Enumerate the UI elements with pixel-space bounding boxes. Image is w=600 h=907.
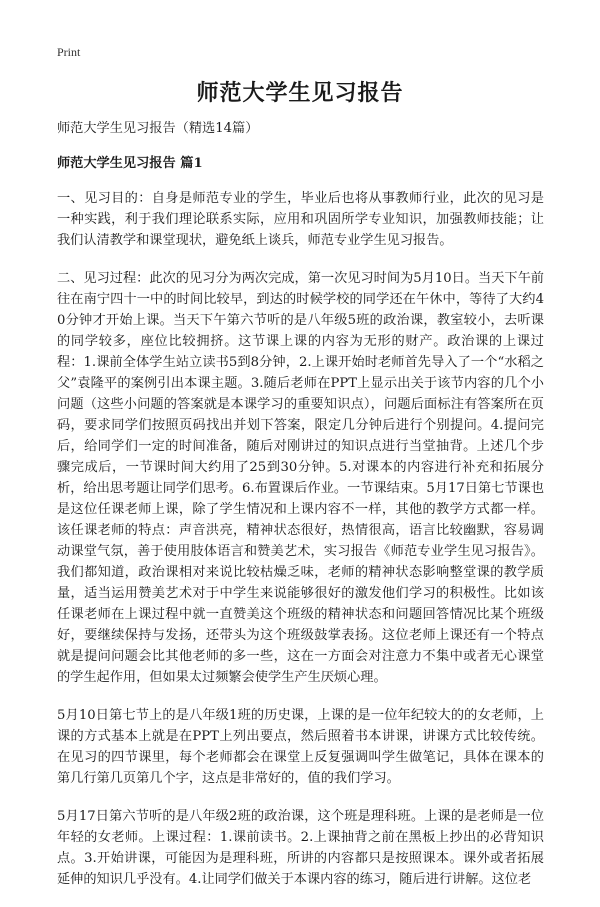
document-subtitle: 师范大学生见习报告（精选14篇） <box>57 121 259 136</box>
section-heading: 师范大学生见习报告 篇1 <box>57 156 203 171</box>
paragraph-2: 二、见习过程：此次的见习分为两次完成，第一次见习时间为5月10日。当天下午前往在南宁四十一中的时间比较早，到达的时候学校的同学还在午休中，等待了大约40分钟才开始上课。当天下午第六节听的是八年级5班的政治课，教室较小，去听课的同学较多，座位比较拥挤。这节课上课的内容为无形的财产。政治课的上课过程：1.课前全体学生站立读书5到8分钟，2.上课开始时老师首先导入了一个“水稻之父”袁隆平的案例引出本课主题。3.随后老师在PPT上显示出关于该节内容的几个小问题（这些小问题的答案就是本课学习的重要知识点），问题后面标注有答案所在页码，要求同学们按照页码找出并划下答案，限定几分钟后进行个别提问。4.提问完后，给同学们一定的时间准备，随后对刚讲过的知识点进行当堂抽背。上述几个步骤完成后，一节课时间大约用了25到30分钟。5.对课本的内容进行补充和拓展分析，给出思考题让同学们思考。6.布置课后作业。一节课结束。5月17日第七节课也是这位任课老师上课，除了学生情况和上课内容不一样，其他的教学方式都一样。该任课老师的特点：声音洪亮，精神状态很好，热情很高，语言比较幽默，容易调动课堂气氛，善于使用肢体语言和赞美艺术，实习报告《师范专业学生见习报告》。我们都知道，政治课相对来说比较枯燥乏味，老师的精神状态影响整堂课的教学质量，适当运用赞美艺术对于中学生来说能够很好的激发他们学习的积极性。比如该任课老师在上课过程中就一直赞美这个班级的精神状态和问题回答情况比某个班级好，要继续保持与发扬，还带头为这个班级鼓掌表扬。这位老师上课还有一个特点就是提问问题会比其他老师的多一些，这在一方面会对注意力不集中或者无心课堂的学生起作用，但如果太过频繁会使学生产生厌烦心理。 <box>57 271 544 685</box>
paragraph-1: 一、见习目的：自身是师范专业的学生，毕业后也将从事教师行业，此次的见习是一种实践，利于我们理论联系实际，应用和巩固所学专业知识，加强教师技能；让我们认清教学和课堂现状，避免纸上谈兵，师范专业学生见习报告。 <box>57 191 544 248</box>
document-title: 师范大学生见习报告 <box>196 81 404 106</box>
paragraph-4: 5月17日第六节听的是八年级2班的政治课，这个班是理科班。上课的是老师是一位年轻的女老师。上课过程：1.课前读书。2.上课抽背之前在黑板上抄出的必背知识点。3.开始讲课，可能因为是理科班，所讲的内容都只是按照课本。课外或者拓展延伸的知识几乎没有。4.让同学们做关于本课内容的练习，随后进行讲解。这位老 <box>57 809 544 887</box>
print-label: Print <box>57 45 81 59</box>
paragraph-3: 5月10日第七节上的是八年级1班的历史课，上课的是一位年纪较大的的女老师，上课的方式基本上就是在PPT上列出要点，然后照着书本讲课，讲课方式比较传统。在见习的四节课里，每个老师都会在课堂上反复强调叫学生做笔记，具体在课本的第几行第几页第几个字，这点是非常好的，值的我们学习。 <box>57 708 544 786</box>
document-body <box>57 118 544 907</box>
